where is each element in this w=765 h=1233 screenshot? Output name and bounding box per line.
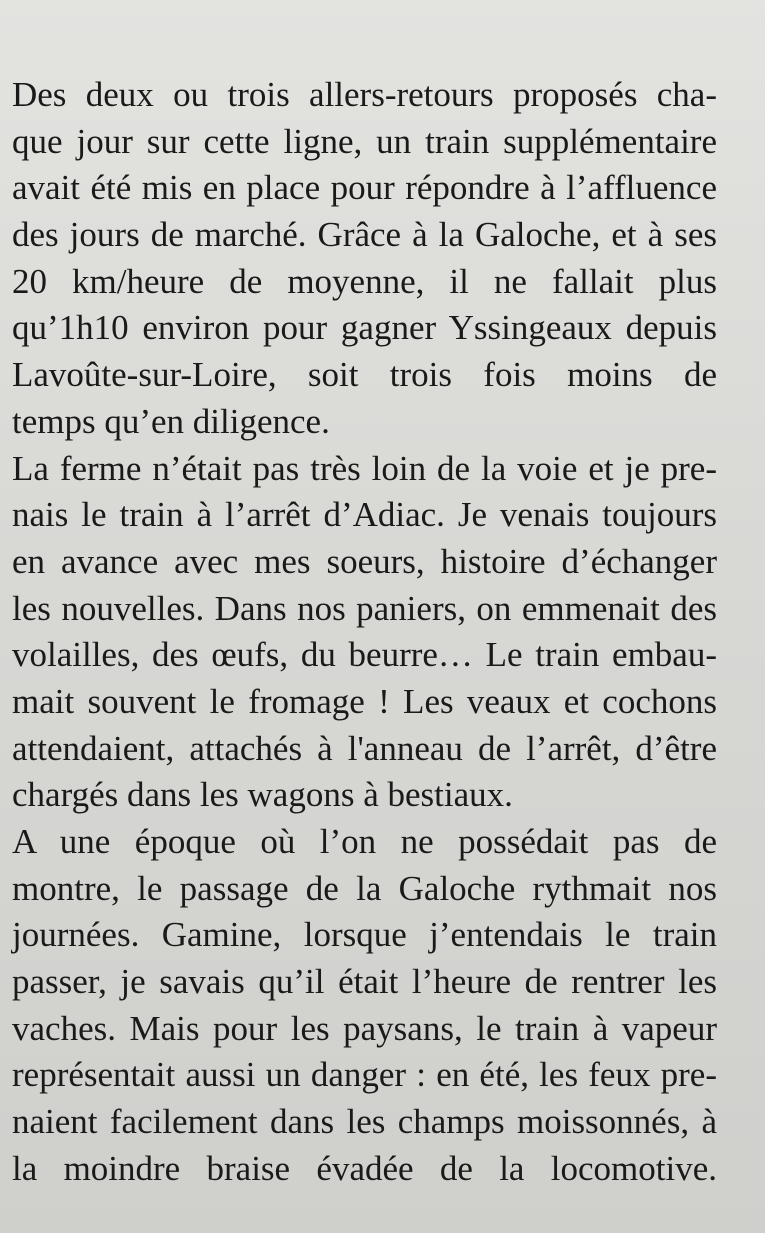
text-line: 20 km/heure de moyenne, il ne fallait plus: [12, 261, 717, 301]
text-line: avait été mis en place pour répondre à l’affluence: [12, 168, 717, 208]
text-line: La ferme n’était pas très loin de la voie et je pre-: [12, 448, 717, 488]
text-line: naient facilement dans les champs moissonnés, à: [12, 1102, 717, 1142]
text-line: les nouvelles. Dans nos paniers, on emmenait des: [12, 588, 717, 628]
text-line: mait souvent le fromage ! Les veaux et cochons: [12, 681, 717, 721]
text-line: la moindre braise évadée de la locomotive.: [12, 1148, 717, 1188]
text-line: journées. Gamine, lorsque j’entendais le train: [12, 915, 717, 955]
text-line: montre, le passage de la Galoche rythmait nos: [12, 868, 717, 908]
text-line: temps qu’en diligence.: [12, 401, 330, 441]
text-line: nais le train à l’arrêt d’Adiac. Je venais toujours: [12, 495, 717, 535]
text-line: A une époque où l’on ne possédait pas de: [12, 822, 717, 861]
paragraph-2: [12, 446, 737, 820]
text-line: passer, je savais qu’il était l’heure de rentrer les: [12, 962, 717, 1002]
text-line: attendaient, attachés à l'anneau de l’arrêt, d’être: [12, 728, 717, 768]
text-line: que jour sur cette ligne, un train supplémentaire: [12, 121, 717, 161]
text-line: vaches. Mais pour les paysans, le train à vapeur: [12, 1008, 717, 1048]
text-line: Des deux ou trois allers-retours proposés cha-: [12, 75, 717, 114]
text-line: qu’1h10 environ pour gagner Yssingeaux depuis: [12, 308, 717, 348]
text-line: en avance avec mes soeurs, histoire d’échanger: [12, 541, 717, 581]
text-line: Lavoûte-sur-Loire, soit trois fois moins de: [12, 355, 717, 395]
text-line: chargés dans les wagons à bestiaux.: [12, 775, 513, 815]
text-line: représentait aussi un danger : en été, les feux pre-: [12, 1055, 717, 1095]
text-line: des jours de marché. Grâce à la Galoche, et à ses: [12, 215, 717, 255]
text-line: volailles, des œufs, du beurre… Le train embau-: [12, 635, 717, 675]
paragraph-3: [12, 819, 737, 1193]
paragraph-1: [12, 72, 737, 446]
